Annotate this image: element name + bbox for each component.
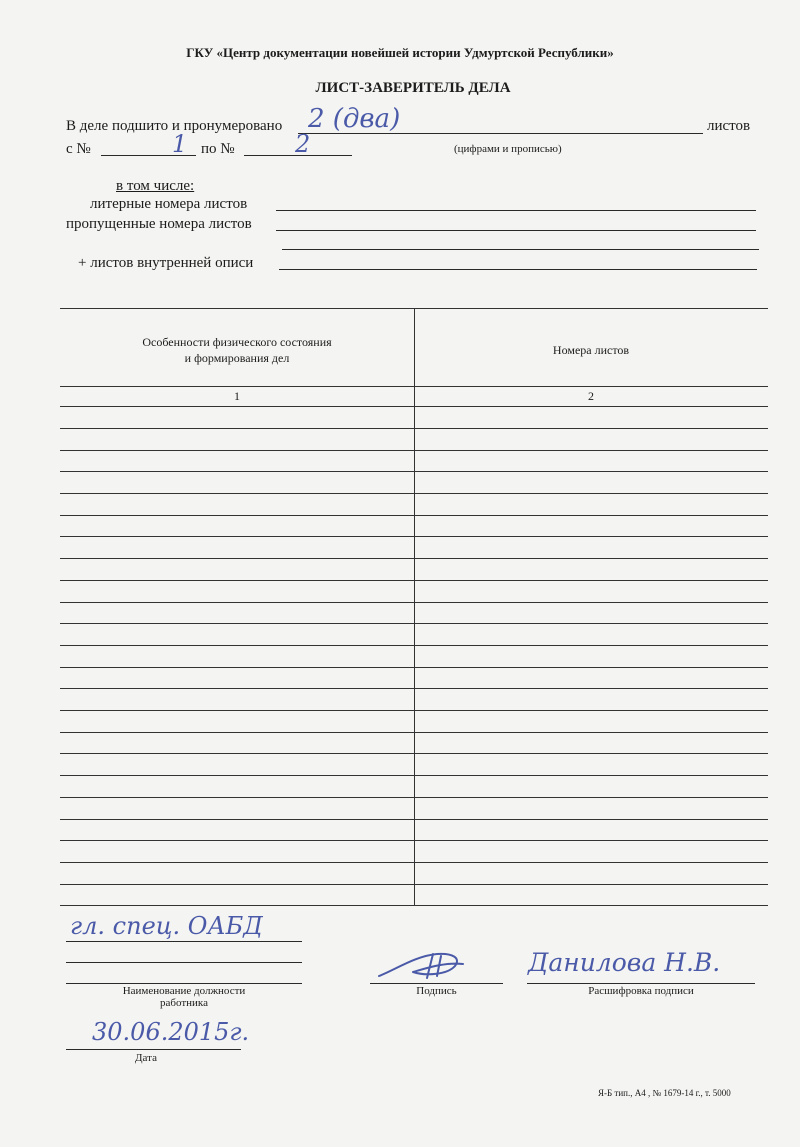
table-row-line	[60, 667, 768, 668]
column-2-number: 2	[588, 389, 594, 403]
table-row-line	[60, 386, 768, 387]
table-row-line	[60, 406, 768, 407]
signature-caption: Подпись	[416, 985, 457, 997]
table-row-line	[60, 797, 768, 798]
table-row-line	[60, 645, 768, 646]
position-underline-1	[66, 941, 302, 942]
table-row-line	[60, 493, 768, 494]
column-1-header-line-1: Особенности физического состояния	[142, 335, 332, 349]
table-row-line	[60, 819, 768, 820]
table-row-line	[60, 580, 768, 581]
table-row-line	[60, 688, 768, 689]
column-1-number: 1	[234, 389, 240, 403]
lettered-sheets-label: литерные номера листов	[90, 196, 248, 212]
table-row-line	[60, 753, 768, 754]
organization-name: ГКУ «Центр документации новейшей истории Удмуртской Республики»	[186, 45, 614, 60]
lettered-underline	[276, 210, 756, 211]
print-info: Я-Б тип., А4 , № 1679-14 г., т. 5000	[598, 1088, 731, 1098]
table-row-line	[60, 536, 768, 537]
table-row-line	[60, 558, 768, 559]
table-row-line	[60, 450, 768, 451]
table-row-line	[60, 884, 768, 885]
table-row-line	[60, 775, 768, 776]
handwritten-to-number: 2	[295, 130, 311, 158]
skipped-underline-2	[282, 249, 759, 250]
inventory-underline	[279, 269, 757, 270]
position-caption	[66, 985, 302, 1009]
handwritten-from-number: 1	[172, 130, 188, 158]
position-underline-2	[66, 962, 302, 963]
document-title: ЛИСТ-ЗАВЕРИТЕЛЬ ДЕЛА	[315, 80, 511, 96]
handwritten-date: 30.06.2015г.	[92, 1018, 250, 1046]
table-row-line	[60, 602, 768, 603]
position-caption-line-1: Наименование должности	[122, 985, 246, 997]
table-row-line	[60, 623, 768, 624]
to-label: по №	[201, 141, 235, 157]
name-caption: Расшифровка подписи	[588, 985, 694, 997]
date-caption: Дата	[135, 1052, 157, 1064]
column-1-header-line-2: и формирования дел	[184, 351, 290, 365]
table-row-line	[60, 515, 768, 516]
table-row-line	[60, 732, 768, 733]
physical-state-table	[60, 308, 768, 906]
position-caption-line-2: работника	[160, 997, 208, 1009]
column-1-header	[60, 334, 414, 366]
skipped-sheets-label: пропущенные номера листов	[66, 216, 252, 232]
signature-drawing	[375, 948, 470, 984]
table-row-line	[60, 710, 768, 711]
handwritten-position: гл. спец. ОАБД	[70, 912, 263, 940]
table-row-line	[60, 471, 768, 472]
position-underline-3	[66, 983, 302, 984]
skipped-underline	[276, 230, 756, 231]
date-underline	[66, 1049, 241, 1050]
count-prefix: В деле подшито и пронумеровано	[66, 118, 283, 134]
signature-underline	[370, 983, 503, 984]
handwritten-sheet-count: 2 (два)	[308, 104, 401, 134]
including-heading: в том числе:	[116, 178, 195, 194]
format-hint: (цифрами и прописью)	[454, 143, 562, 155]
table-row-line	[60, 905, 768, 906]
table-row-line	[60, 862, 768, 863]
handwritten-name: Данилова Н.В.	[528, 948, 721, 977]
table-row-line	[60, 840, 768, 841]
from-label: с №	[66, 141, 91, 157]
count-suffix: листов	[707, 118, 751, 134]
table-row-line	[60, 428, 768, 429]
inventory-sheets-label: + листов внутренней описи	[78, 255, 254, 271]
column-2-header: Номера листов	[552, 343, 630, 357]
name-underline	[527, 983, 755, 984]
